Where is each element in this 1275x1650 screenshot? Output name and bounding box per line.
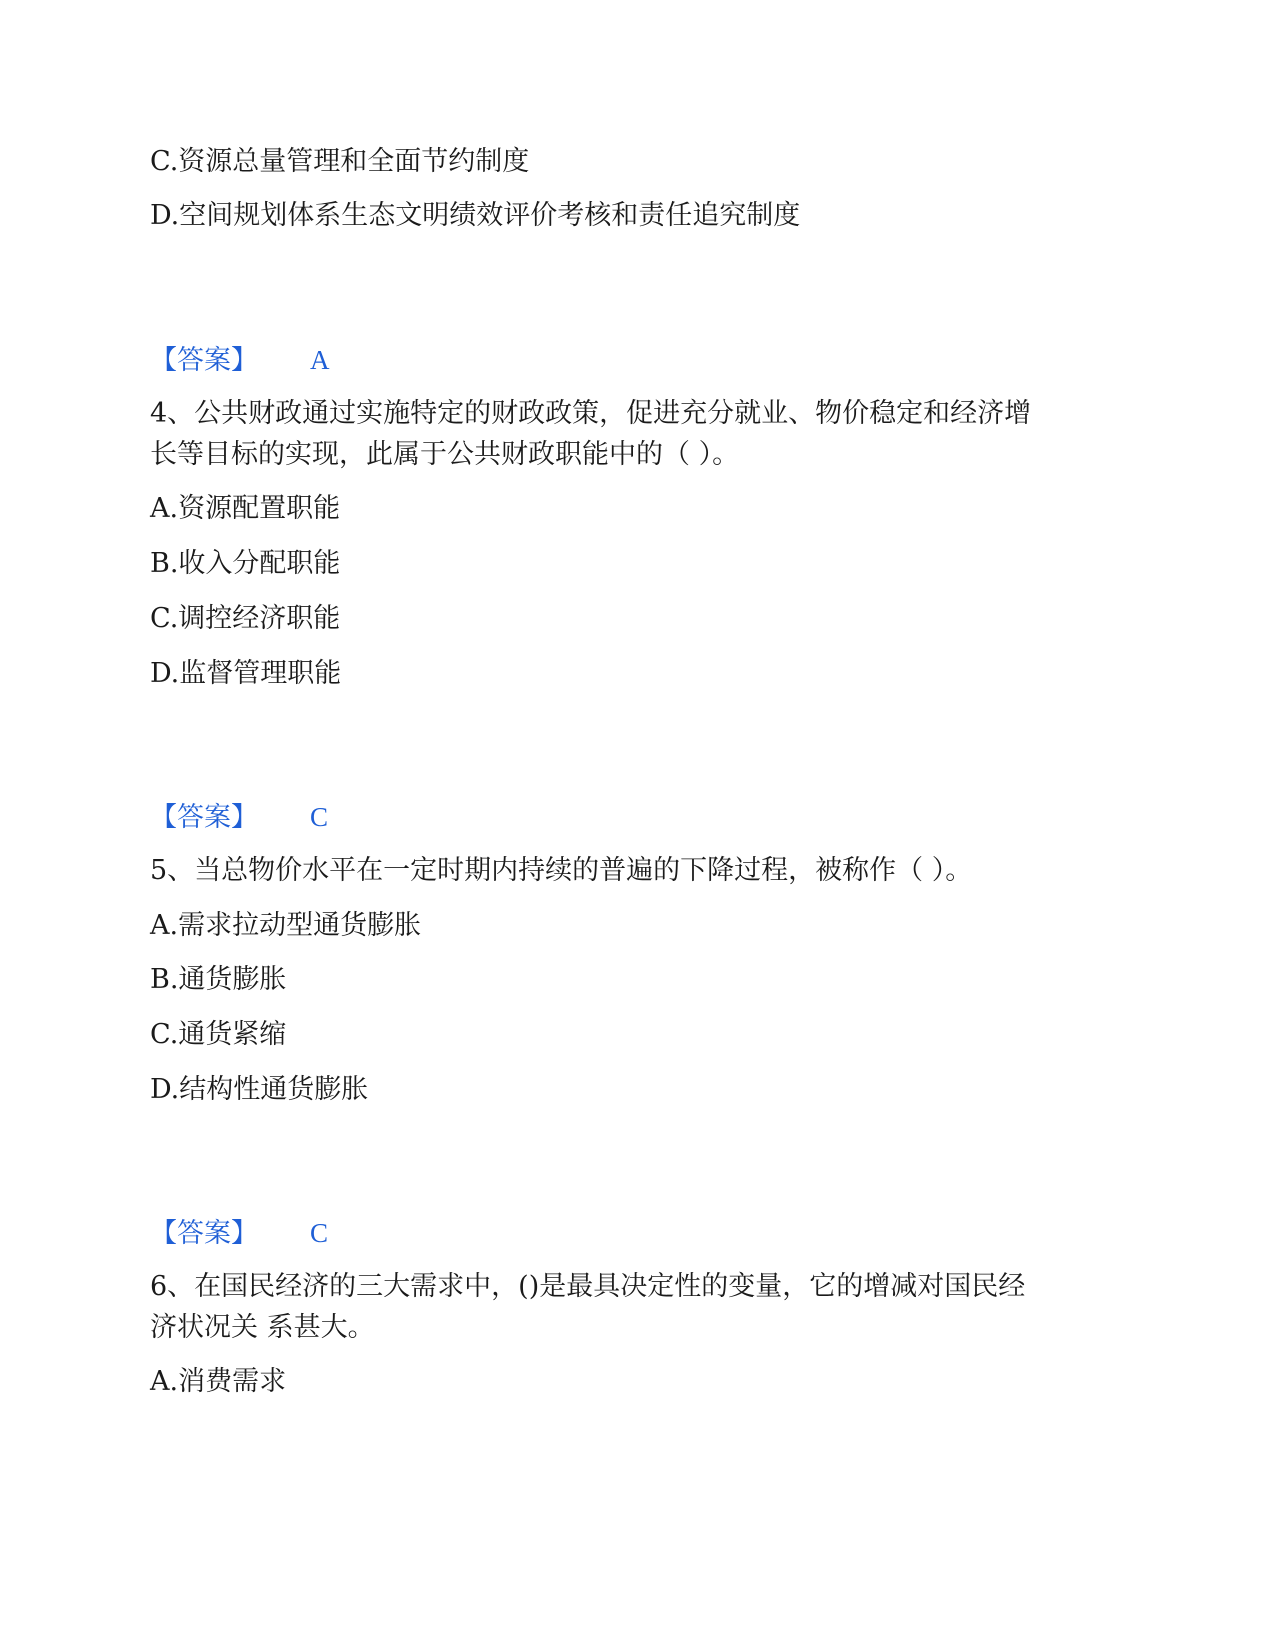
answer-value: C xyxy=(310,802,329,832)
answer-label: 【答案】 xyxy=(150,345,258,376)
question-5-option-c: C.通货紧缩 xyxy=(150,1019,287,1050)
question-4-option-d: D.监督管理职能 xyxy=(150,658,342,689)
question-4-option-b: B.收入分配职能 xyxy=(150,548,341,579)
question-5-stem: 5、当总物价水平在一定时期内持续的普遍的下降过程，被称作（ ）。 xyxy=(150,855,973,886)
question-5-option-d: D.结构性通货膨胀 xyxy=(150,1074,369,1105)
answer-3 xyxy=(150,342,330,379)
question-6-stem-line-2: 济状况关 系甚大。 xyxy=(150,1312,375,1343)
answer-4 xyxy=(150,799,328,836)
answer-label: 【答案】 xyxy=(150,802,258,833)
answer-value: A xyxy=(310,345,330,375)
question-4-option-c: C.调控经济职能 xyxy=(150,603,341,634)
answer-value: C xyxy=(310,1218,329,1248)
answer-label: 【答案】 xyxy=(150,1218,258,1249)
question-3-option-d: D.空间规划体系生态文明绩效评价考核和责任追究制度 xyxy=(150,200,801,231)
question-5-option-a: A.需求拉动型通货膨胀 xyxy=(150,910,422,941)
question-6-option-a: A.消费需求 xyxy=(150,1366,287,1397)
question-6-stem-line-1: 6、在国民经济的三大需求中，()是最具决定性的变量，它的增减对国民经 xyxy=(150,1271,1026,1302)
question-5-option-b: B.通货膨胀 xyxy=(150,964,287,995)
question-3-option-c: C.资源总量管理和全面节约制度 xyxy=(150,146,530,177)
question-4-stem-line-1: 4、公共财政通过实施特定的财政政策，促进充分就业、物价稳定和经济增 xyxy=(150,398,1032,429)
question-4-stem-line-2: 长等目标的实现，此属于公共财政职能中的（ ）。 xyxy=(150,439,740,470)
question-4-option-a: A.资源配置职能 xyxy=(150,493,341,524)
answer-5 xyxy=(150,1215,328,1252)
